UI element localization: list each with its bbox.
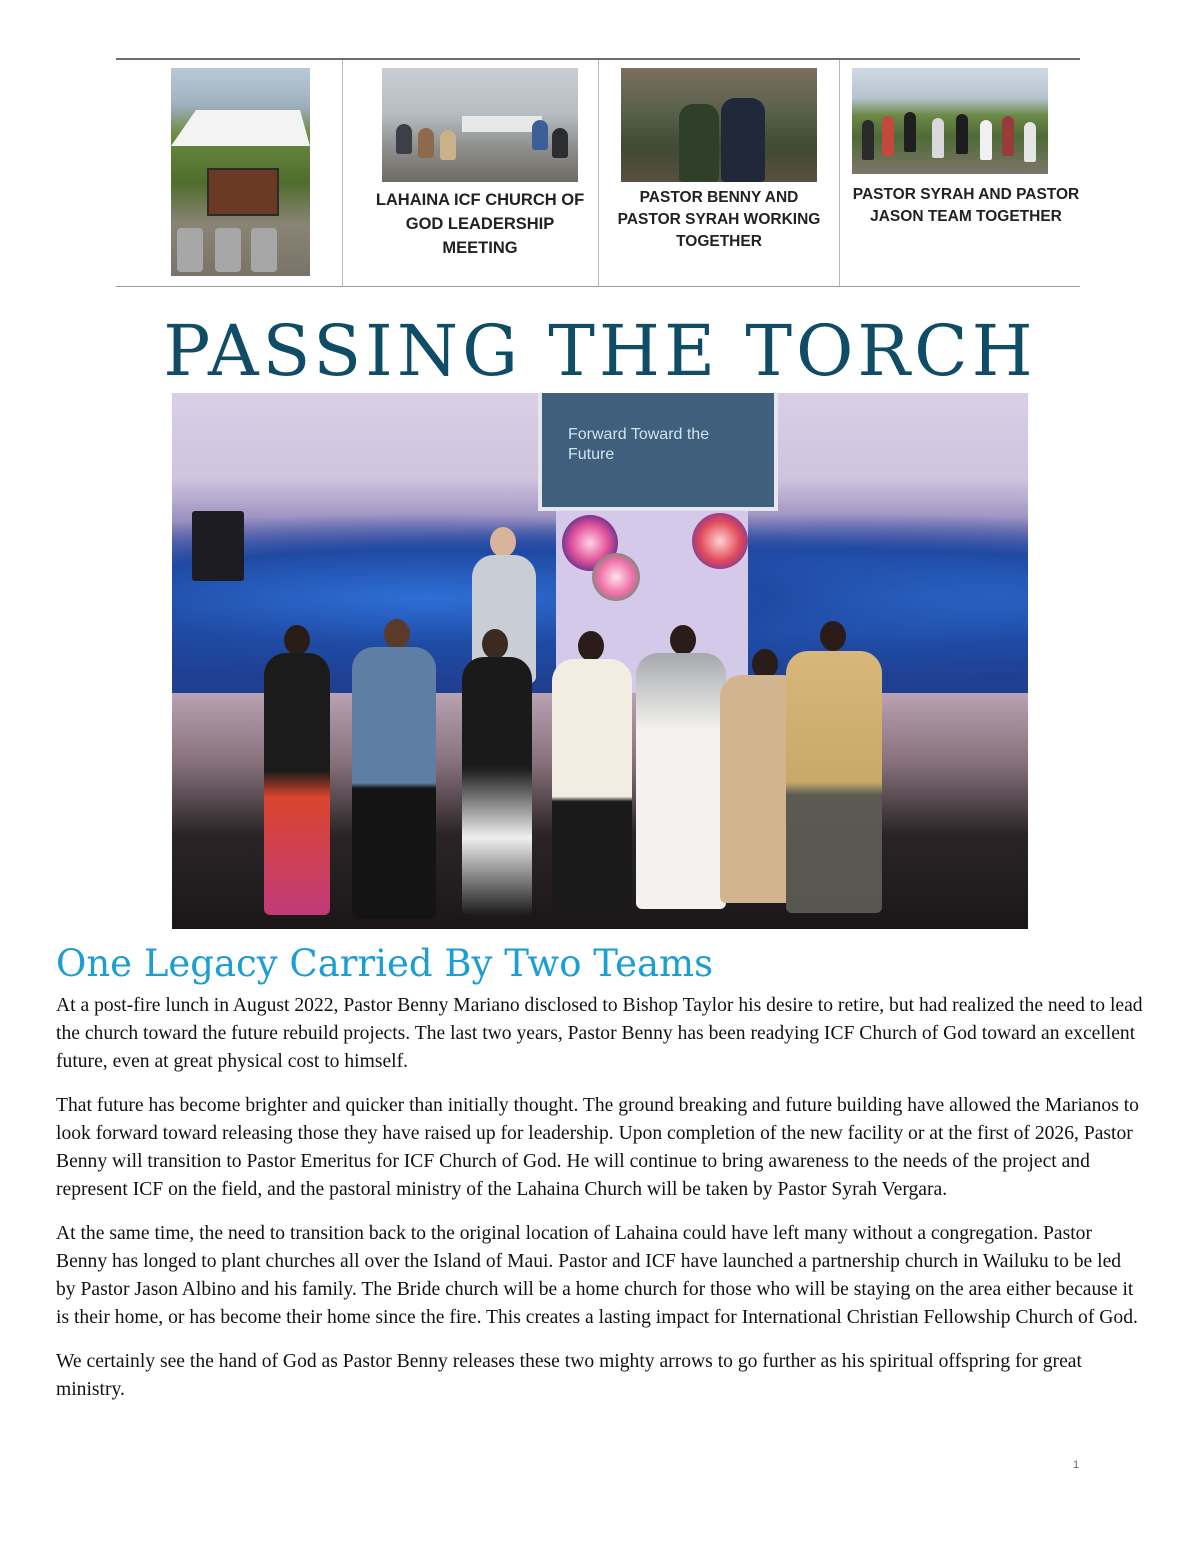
paragraph: We certainly see the hand of God as Pastor Benny releases these two mighty arrows to go further as his spiritual offspring for great ministry. xyxy=(56,1351,1082,1400)
man-plaid-shirt xyxy=(786,651,882,913)
paragraph: At the same time, the need to transition back to the original location of Lahaina could have left many without a congregation. Pastor Benny has longed to plant churches all over the Island of Maui. Pastor and ICF have launched a partnership church in Wailuku to be led by Pastor Jason Albino and his family. The Bride church will be a home church for those who will be staying on the area either because it is their home, or has become their home since the fire. This creates a lasting impact for International Christian Fellowship Church of God. xyxy=(56,1223,1138,1328)
meeting-attendee xyxy=(532,120,548,150)
person-head xyxy=(284,625,310,655)
person-head xyxy=(384,619,410,649)
article-body xyxy=(56,992,1144,1420)
team-member xyxy=(862,120,874,160)
woman-floral-skirt xyxy=(462,657,532,915)
commissioning-service-photo xyxy=(172,393,1028,929)
section-heading: One Legacy Carried By Two Teams xyxy=(56,942,714,985)
meeting-attendee xyxy=(440,130,456,160)
meeting-table xyxy=(462,116,542,132)
team-together-photo xyxy=(852,68,1048,174)
team-together-caption: PASTOR SYRAH AND PASTOR JASON TEAM TOGETHER xyxy=(852,186,1080,225)
team-member xyxy=(932,118,944,158)
man-blue-shirt xyxy=(352,647,436,919)
groundbreaking-tent-photo xyxy=(171,68,310,276)
pastor-head xyxy=(490,527,516,557)
pastor-figure xyxy=(721,98,765,182)
pastors-working-together-caption: PASTOR BENNY AND PASTOR SYRAH WORKING TOGETHER xyxy=(617,189,821,250)
speaker-cabinet xyxy=(192,511,244,581)
person-head xyxy=(578,631,604,661)
woman-white-dress xyxy=(636,653,726,909)
bottom-rule xyxy=(116,286,1080,287)
column-divider xyxy=(839,60,840,286)
page-title: PASSING THE TORCH xyxy=(163,310,1037,392)
team-member xyxy=(980,120,992,160)
woman-white-blouse xyxy=(552,659,632,909)
column-divider xyxy=(598,60,599,286)
young-woman-red-skirt xyxy=(264,653,330,915)
paper-flower xyxy=(592,553,640,601)
page-number: 1 xyxy=(1072,1459,1080,1471)
screen-text: Forward Toward the Future xyxy=(568,426,710,463)
team-member xyxy=(1002,116,1014,156)
chair xyxy=(177,228,203,272)
chair xyxy=(215,228,241,272)
chair xyxy=(251,228,277,272)
person-head xyxy=(820,621,846,651)
leadership-meeting-photo xyxy=(382,68,578,182)
tent-canopy xyxy=(171,110,310,146)
project-sign xyxy=(207,168,279,216)
leadership-meeting-caption: LAHAINA ICF CHURCH OF GOD LEADERSHIP MEETING xyxy=(375,191,585,257)
pastor-figure xyxy=(679,104,719,182)
team-member xyxy=(1024,122,1036,162)
paragraph: That future has become brighter and quicker than initially thought. The ground breaking and future building have allowed the Marianos to look forward toward releasing those they have raised up for leadership. Upon completion of the new facility or at the first of 2026, Pastor Benny will transition to Pastor Emeritus for ICF Church of God. He will continue to bring awareness to the needs of the project and represent ICF on the field, and the pastoral ministry of the Lahaina Church will be taken by Pastor Syrah Vergara. xyxy=(56,1095,1139,1200)
team-member xyxy=(904,112,916,152)
pastors-working-together-photo xyxy=(621,68,817,182)
paper-flower xyxy=(692,513,748,569)
paragraph: At a post-fire lunch in August 2022, Pastor Benny Mariano disclosed to Bishop Taylor his desire to retire, but had realized the need to lead the church toward the future rebuild projects. The last two years, Pastor Benny has been readying ICF Church of God toward an excellent future, even at great physical cost to himself. xyxy=(56,995,1143,1072)
column-divider xyxy=(342,60,343,286)
meeting-attendee xyxy=(418,128,434,158)
team-member xyxy=(882,116,894,156)
person-head xyxy=(482,629,508,659)
team-member xyxy=(956,114,968,154)
meeting-attendee xyxy=(396,124,412,154)
projection-screen xyxy=(538,393,778,511)
person-head xyxy=(670,625,696,655)
meeting-attendee xyxy=(552,128,568,158)
